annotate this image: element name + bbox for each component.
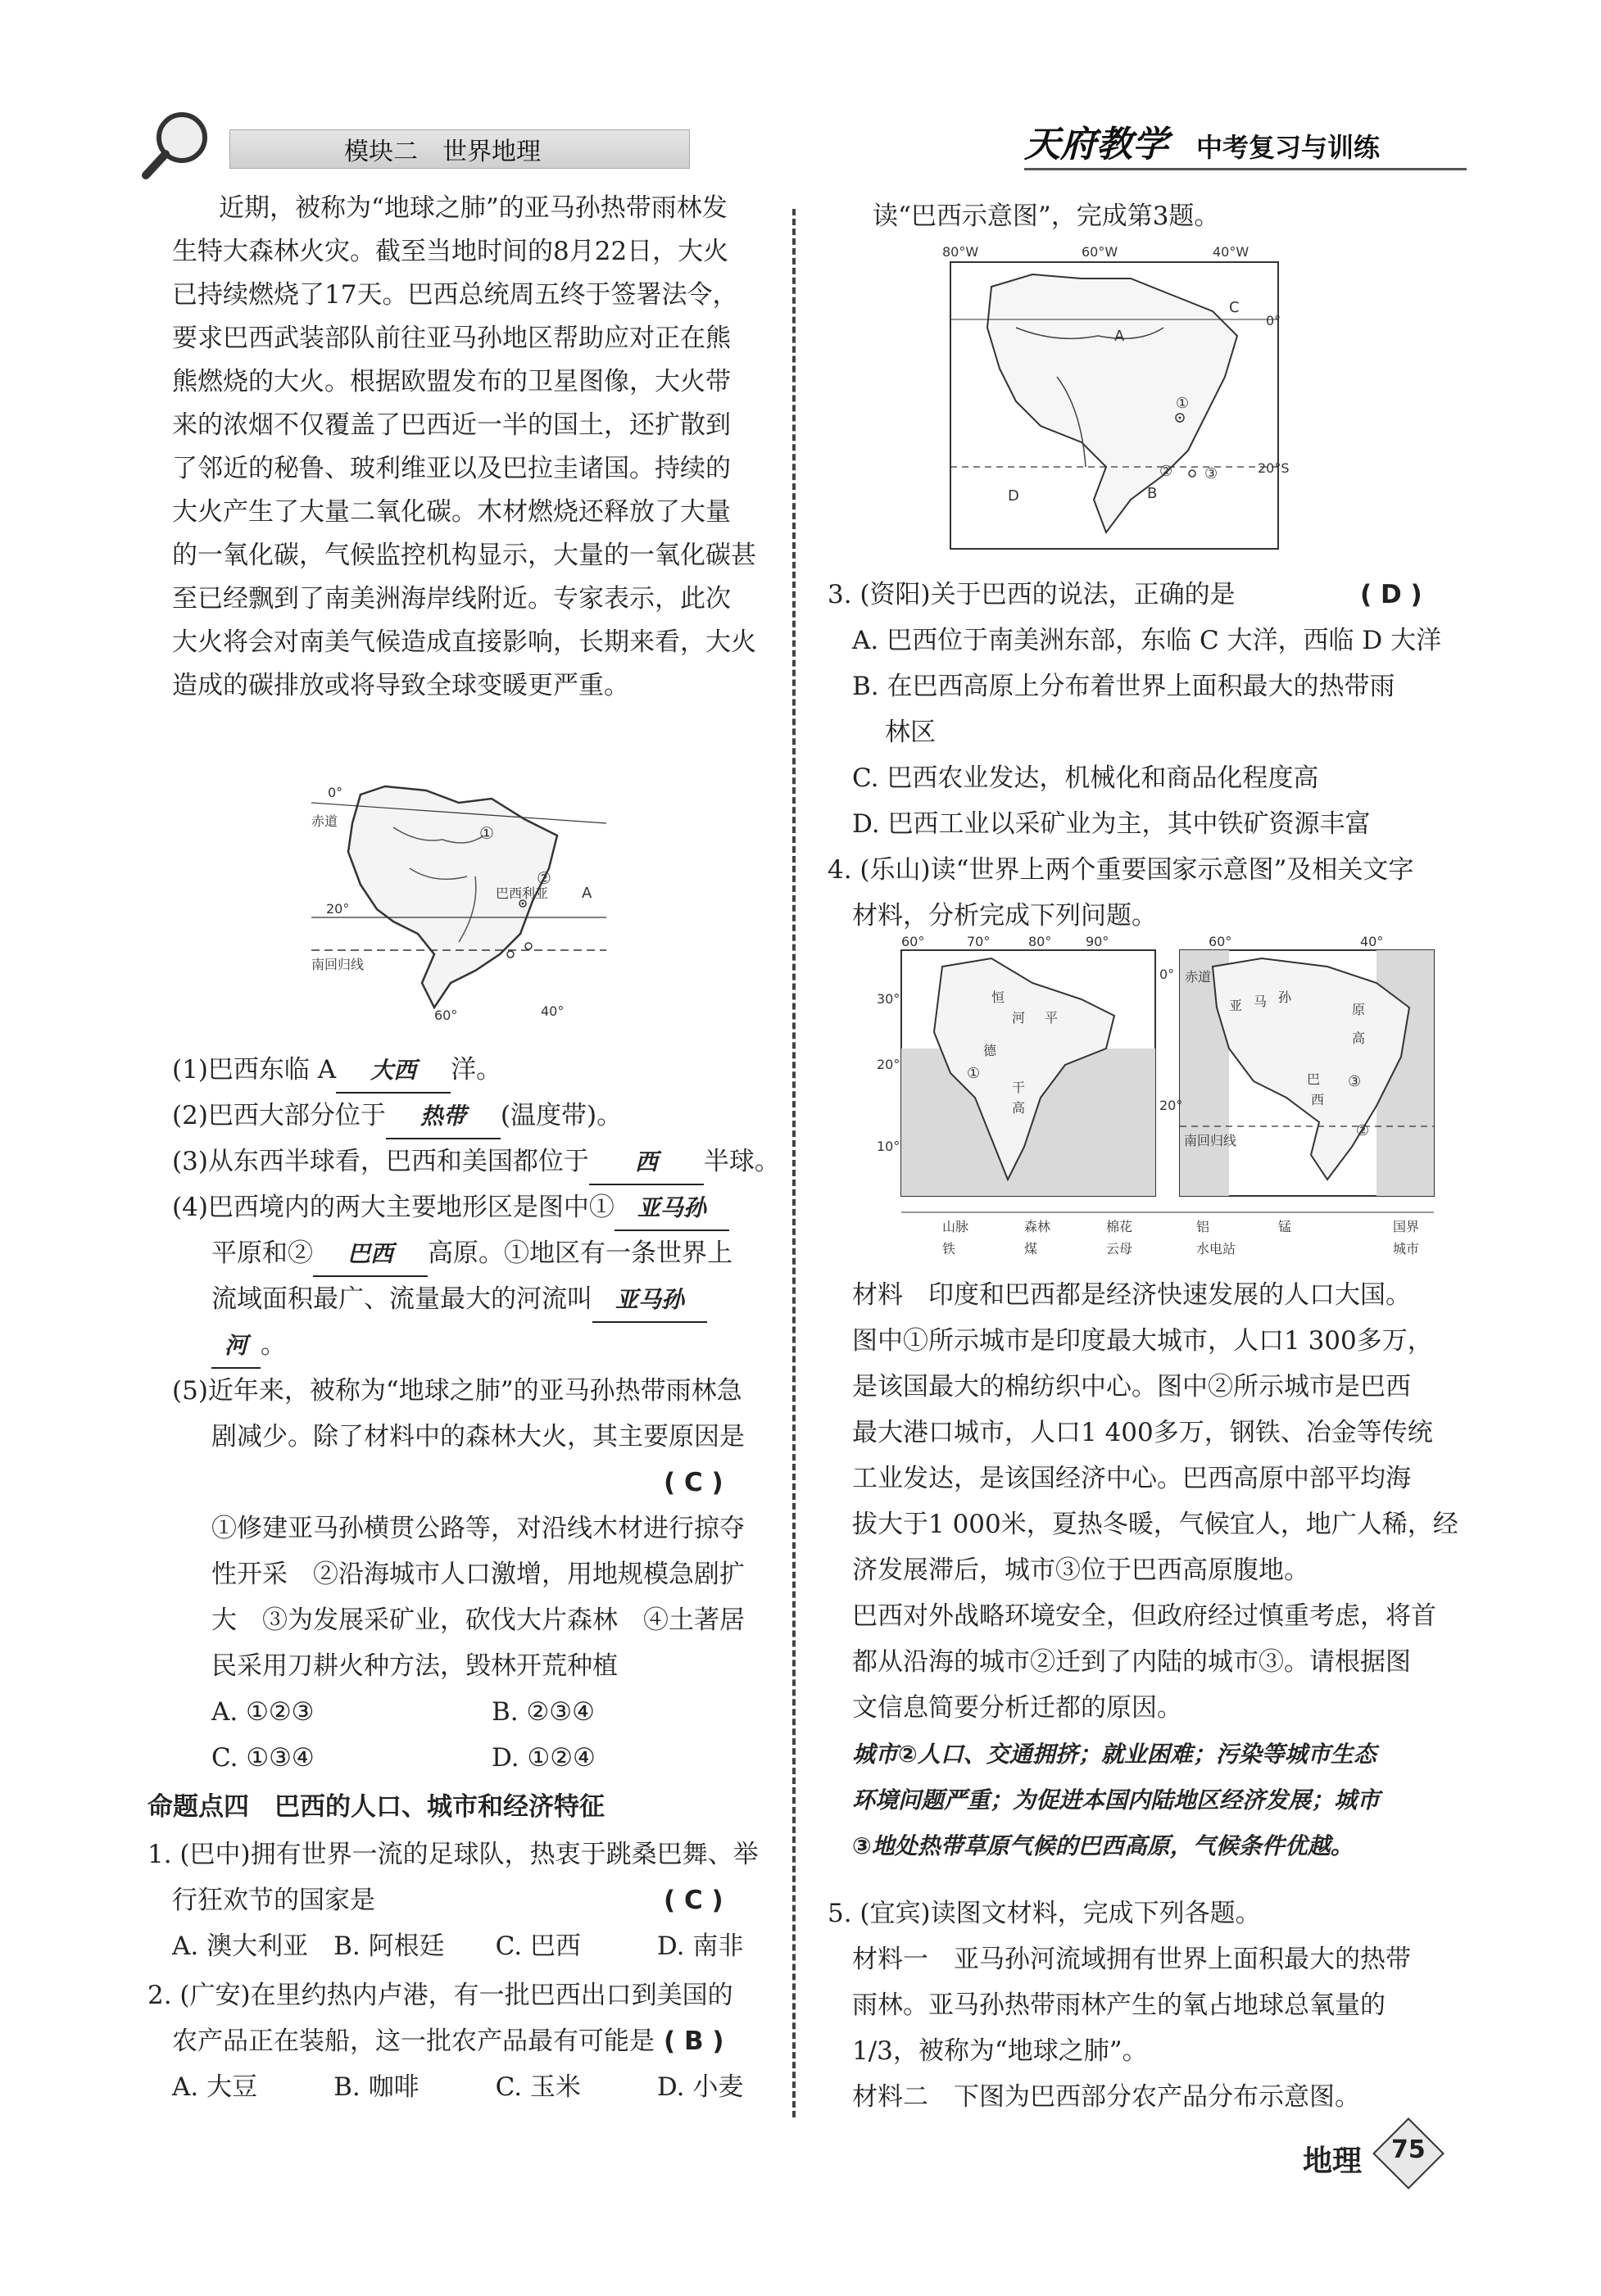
lat-0-label: 0° — [1159, 967, 1175, 982]
lon-60-label: 60° — [901, 934, 925, 949]
material-line: 是该国最大的棉纺织中心。图中②所示城市是巴西 — [852, 1372, 1411, 1402]
material-line: 济发展滞后，城市③位于巴西高原腹地。 — [852, 1556, 1309, 1585]
legend-hydropower: 水电站 — [1196, 1241, 1236, 1257]
r-q5-line: 材料二 下图为巴西部分农产品分布示意图。 — [852, 2082, 1360, 2112]
q5-line: ①修建亚马孙横贯公路等，对沿线木材进行掠夺 — [211, 1514, 745, 1543]
ocean-c-label: C — [1229, 299, 1240, 316]
s2-options: A. 大豆 B. 咖啡 C. 玉米 D. 小麦 — [172, 2072, 744, 2102]
passage-line: 已持续燃烧了17天。巴西总统周五终于签署法令， — [172, 280, 738, 310]
lat-20s-label: 20°S — [1258, 460, 1290, 476]
marker-1: ① — [1176, 395, 1190, 412]
r-q4-line: 4. (乐山)读“世界上两个重要国家示意图”及相关文字 — [828, 855, 1414, 885]
passage-line: 了邻近的秘鲁、玻利维亚以及巴拉圭诸国。持续的 — [172, 454, 731, 483]
q5-option-a: A. ①②③ — [211, 1697, 315, 1727]
lon-60-label: 60° — [434, 1008, 458, 1023]
s1-line: 行狂欢节的国家是 — [172, 1886, 375, 1915]
column-divider — [792, 209, 796, 2117]
lon-70-label: 70° — [967, 934, 991, 949]
marker-2: ② — [1159, 463, 1173, 480]
q3-answer: 西 — [589, 1140, 704, 1185]
s1-line: 1. (巴中)拥有世界一流的足球队，热衷于跳桑巴舞、举 — [147, 1840, 759, 1869]
q3: (3)从东西半球看，巴西和美国都位于 西 半球。 — [172, 1140, 780, 1185]
passage-line: 至已经飘到了南美洲海岸线附近。专家表示，此次 — [172, 584, 731, 614]
legend-cotton: 棉花 — [1106, 1219, 1133, 1234]
equator-label: 赤道 — [1185, 969, 1212, 985]
label-gan: 干 — [1012, 1080, 1026, 1095]
q5-line: 性开采 ②沿海城市人口激增，用地规模急剧扩 — [211, 1560, 745, 1589]
legend-mica: 云母 — [1106, 1241, 1133, 1257]
marker-1: ① — [479, 823, 494, 843]
answer-line: ③地处热带草原气候的巴西高原，气候条件优越。 — [852, 1832, 1354, 1859]
material-line: 最大港口城市，人口1 400多万，钢铁、冶金等传统 — [852, 1418, 1433, 1447]
lon-40w-label: 40°W — [1213, 244, 1250, 260]
label-ma: 马 — [1254, 994, 1268, 1009]
marker-2: ② — [537, 868, 551, 888]
legend-aluminum: 铝 — [1196, 1219, 1210, 1234]
header-rule — [1024, 168, 1467, 170]
r-q5-line: 雨林。亚马孙热带雨林产生的氧占地球总氧量的 — [852, 1990, 1386, 2020]
brazil-marker-2: ② — [1356, 1122, 1370, 1139]
lat-20-label: 20° — [326, 901, 350, 917]
s1-answer: ( C ) — [664, 1886, 723, 1915]
lat-20-label: 20° — [877, 1057, 900, 1072]
city-label: 巴西利亚 — [496, 885, 549, 901]
magnifier-icon — [139, 106, 213, 180]
answer-line: 环境问题严重；为促进本国内陆地区经济发展；城市 — [852, 1787, 1381, 1814]
ocean-d-label: D — [1008, 487, 1019, 505]
india-brazil-map — [869, 934, 1442, 1261]
r-q5-line: 1/3，被称为“地球之肺”。 — [852, 2036, 1148, 2066]
label-heng: 恒 — [991, 989, 1005, 1005]
tropic-label: 南回归线 — [311, 957, 365, 972]
passage-line: 的一氧化碳，气候监控机构显示，大量的一氧化碳甚 — [172, 541, 756, 570]
r-q5-line: 5. (宜宾)读图文材料，完成下列各题。 — [828, 1899, 1261, 1928]
lon-60w-label: 60°W — [1082, 244, 1118, 260]
lat-20b-label: 20° — [1159, 1098, 1183, 1113]
lat-10-label: 10° — [877, 1139, 900, 1154]
label-gao: 高 — [1012, 1100, 1026, 1116]
q5-line: 剧减少。除了材料中的森林大火，其主要原因是 — [211, 1422, 745, 1451]
s2-answer: ( B ) — [664, 2027, 724, 2056]
legend-city: 城市 — [1393, 1241, 1420, 1257]
q5-line: 大 ③为发展采矿业，砍伐大片森林 ④土著居 — [211, 1605, 745, 1635]
section-heading: 命题点四 巴西的人口、城市和经济特征 — [147, 1792, 605, 1822]
lat-0-label: 0° — [328, 785, 343, 800]
equator-label: 赤道 — [311, 813, 338, 829]
q2: (2)巴西大部分位于 热带 (温度带)。 — [172, 1094, 622, 1139]
label-ping: 平 — [1045, 1010, 1059, 1026]
q2-answer: 热带 — [386, 1094, 501, 1139]
s2-line: 2. (广安)在里约热内卢港，有一批巴西出口到美国的 — [147, 1981, 733, 2010]
legend-border: 国界 — [1393, 1219, 1420, 1234]
r-q3-option-b2: 林区 — [885, 718, 936, 747]
ocean-a-label: A — [582, 885, 592, 902]
q4-answer-3b: 河 — [211, 1324, 261, 1369]
material-line: 材料 印度和巴西都是经济快速发展的人口大国。 — [852, 1280, 1411, 1310]
passage-line: 大火产生了大量二氧化碳。木材燃烧还释放了大量 — [172, 497, 731, 527]
q4-line-2: 平原和② 巴西 高原。①地区有一条世界上 — [211, 1232, 732, 1277]
module-title: 模块二 世界地理 — [344, 138, 541, 166]
lon-80-label: 80° — [1028, 934, 1052, 949]
q3-intro: 读“巴西示意图”，完成第3题。 — [873, 202, 1220, 231]
label-gao2: 高 — [1352, 1030, 1366, 1046]
brazil-marker-3: ③ — [1348, 1073, 1362, 1090]
passage-line: 要求巴西武装部队前往亚马孙地区帮助应对正在熊 — [172, 324, 731, 353]
lon-40-label: 40° — [541, 1003, 565, 1019]
r-q5-line: 材料一 亚马孙河流域拥有世界上面积最大的热带 — [852, 1945, 1411, 1974]
q5-answer: ( C ) — [664, 1468, 723, 1497]
lat-0-label: 0° — [1266, 313, 1281, 328]
legend-manganese: 锰 — [1278, 1219, 1292, 1234]
q4-line-3: 流域面积最广、流量最大的河流叫 亚马孙 — [211, 1278, 707, 1323]
q1-answer: 大西 — [336, 1048, 451, 1094]
material-line: 拔大于1 000米，夏热冬暖，气候宜人，地广人稀，经 — [852, 1510, 1458, 1539]
legend-forest: 森林 — [1024, 1219, 1051, 1234]
passage-line: 造成的碳排放或将导致全球变暖更严重。 — [172, 671, 629, 700]
material-line: 图中①所示城市是印度最大城市，人口1 300多万， — [852, 1326, 1433, 1356]
india-marker-1: ① — [967, 1065, 981, 1082]
q4-line-4: 河 。 — [211, 1324, 286, 1369]
r-q3-answer: ( D ) — [1360, 580, 1422, 609]
label-yuan: 原 — [1352, 1002, 1366, 1017]
q4-answer-2: 巴西 — [313, 1232, 428, 1277]
label-ba: 巴 — [1307, 1071, 1321, 1087]
q5-line: 民采用刀耕火种方法，毁林开荒种植 — [211, 1651, 618, 1681]
region-b-label: B — [1147, 485, 1158, 502]
r-q3-option-b: B. 在巴西高原上分布着世界上面积最大的热带雨 — [852, 672, 1395, 701]
brand-subtitle: 中考复习与训练 — [1196, 132, 1381, 163]
q1: (1)巴西东临 A 大西 洋。 — [172, 1048, 501, 1094]
q4-answer-1: 亚马孙 — [615, 1186, 729, 1231]
r-q3-option-d: D. 巴西工业以采矿业为主，其中铁矿资源丰富 — [852, 809, 1371, 839]
answer-line: 城市②人口、交通拥挤；就业困难；污染等城市生态 — [852, 1741, 1376, 1768]
label-he: 河 — [1012, 1010, 1026, 1026]
passage-line: 来的浓烟不仅覆盖了巴西近一半的国土，还扩散到 — [172, 410, 731, 440]
footer-subject: 地理 — [1303, 2144, 1363, 2178]
label-ya: 亚 — [1229, 998, 1243, 1013]
lon-80w-label: 80°W — [942, 244, 979, 260]
material-line: 都从沿海的城市②迁到了内陆的城市③。请根据图 — [852, 1647, 1411, 1677]
q5-line: (5)近年来，被称为“地球之肺”的亚马孙热带雨林急 — [172, 1376, 742, 1406]
passage-line: 熊燃烧的大火。根据欧盟发布的卫星图像，大火带 — [172, 367, 731, 396]
material-line: 巴西对外战略环境安全，但政府经过慎重考虑，将首 — [852, 1601, 1436, 1631]
brazil-map-1 — [311, 778, 606, 1024]
lon-40b-label: 40° — [1360, 934, 1384, 949]
brand-logo: 天府教学 — [1024, 124, 1168, 165]
passage-line: 大火将会对南美气候造成直接影响，长期来看，大火 — [172, 627, 756, 657]
q5-option-c: C. ①③④ — [211, 1743, 315, 1773]
lon-60b-label: 60° — [1209, 934, 1232, 949]
label-xi: 西 — [1311, 1092, 1325, 1107]
page-number: 75 — [1391, 2135, 1426, 2164]
passage-line: 近期，被称为“地球之肺”的亚马孙热带雨林发 — [219, 193, 728, 223]
label-sun: 孙 — [1278, 989, 1292, 1005]
material-line: 文信息简要分析迁都的原因。 — [852, 1693, 1182, 1723]
passage-line: 生特大森林火灾。截至当地时间的8月22日，大火 — [172, 237, 729, 266]
brazil-map-2 — [942, 244, 1290, 557]
lon-90-label: 90° — [1086, 934, 1109, 949]
region-a-label: A — [1114, 328, 1125, 345]
q5-option-d: D. ①②④ — [492, 1743, 596, 1773]
marker-3: ③ — [1204, 465, 1218, 482]
label-de: 德 — [983, 1043, 997, 1058]
legend-coal: 煤 — [1024, 1241, 1038, 1257]
lat-30-label: 30° — [877, 991, 900, 1007]
s1-options: A. 澳大利亚 B. 阿根廷 C. 巴西 D. 南非 — [172, 1931, 744, 1961]
material-line: 工业发达，是该国经济中心。巴西高原中部平均海 — [852, 1464, 1411, 1493]
r-q3-line: 3. (资阳)关于巴西的说法，正确的是 — [828, 580, 1236, 609]
r-q3-option-a: A. 巴西位于南美洲东部，东临 C 大洋，西临 D 大洋 — [852, 626, 1442, 655]
legend-iron: 铁 — [942, 1241, 956, 1257]
tropic-label: 南回归线 — [1184, 1133, 1237, 1148]
q5-option-b: B. ②③④ — [492, 1697, 595, 1727]
r-q3-option-c: C. 巴西农业发达，机械化和商品化程度高 — [852, 763, 1319, 793]
r-q4-line: 材料，分析完成下列问题。 — [852, 901, 1157, 931]
q4-line-1: (4)巴西境内的两大主要地形区是图中① 亚马孙 — [172, 1186, 729, 1231]
legend-mountain: 山脉 — [942, 1219, 969, 1234]
q4-answer-3: 亚马孙 — [592, 1278, 707, 1323]
s2-line: 农产品正在装船，这一批农产品最有可能是 — [172, 2027, 655, 2056]
